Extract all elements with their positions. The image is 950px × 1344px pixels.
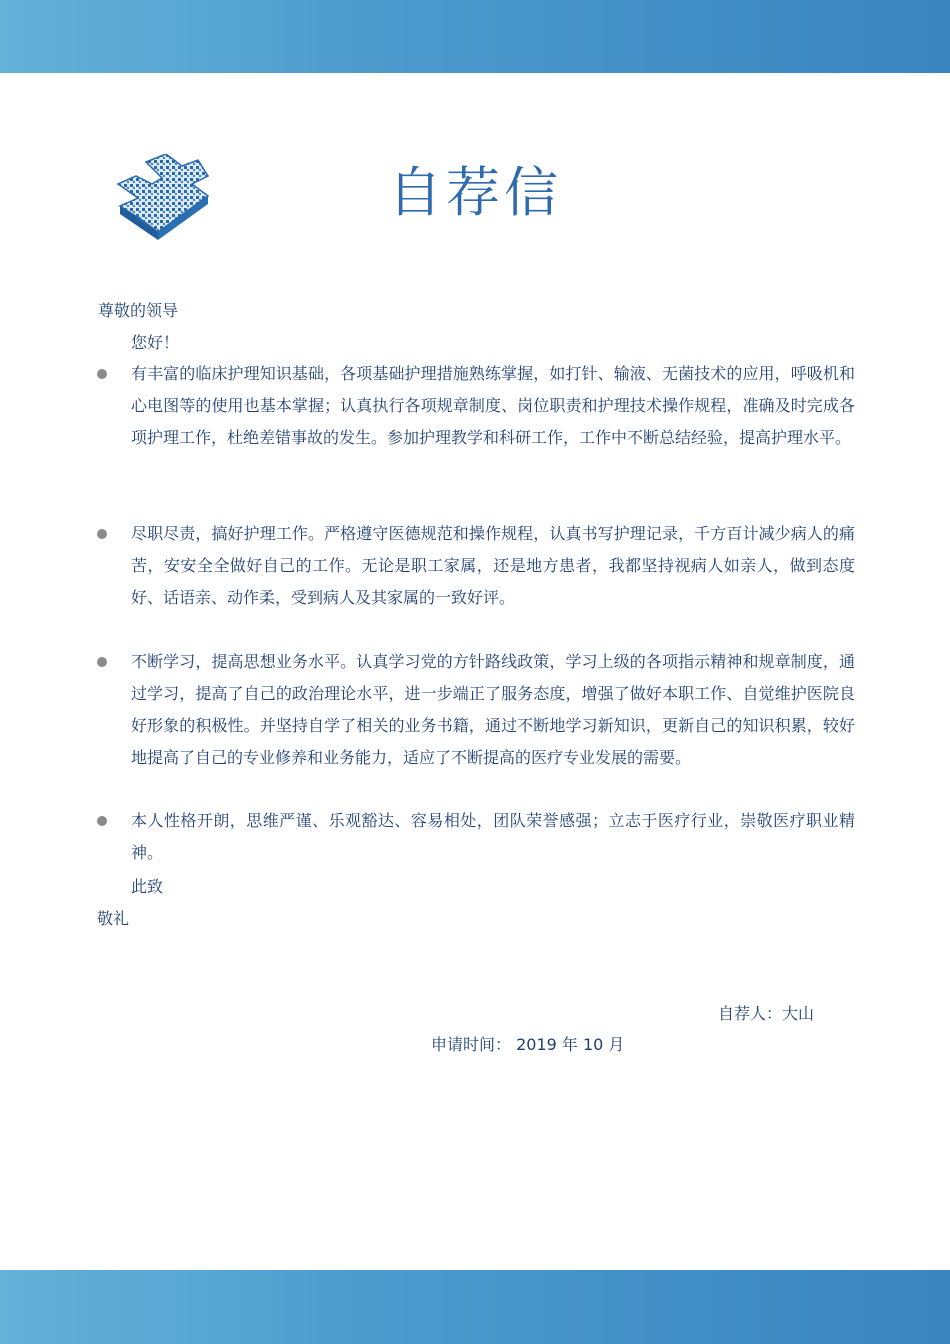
bullet-dot [97, 529, 107, 539]
application-date: 申请时间： 2019 年 10 月 [431, 1035, 625, 1054]
bullet-dot [97, 816, 107, 826]
page-title: 自荐信 [388, 161, 562, 224]
paragraph-3: 不断学习，提高思想业务水平。认真学习党的方针路线政策，学习上级的各项指示精神和规章制度，通过学习，提高了自己的政治理论水平，进一步端正了服务态度，增强了做好本职工作、自觉维护医院良好形象的积极性。并坚持自学了相关的业务书籍，通过不断地学习新知识，更新自己的知识积累，较好地提高了自己的专业修养和业务能力，适应了不断提高的医疗专业发展的需要。 [131, 652, 855, 767]
paragraph-4: 本人性格开朗，思维严谨、乐观豁达、容易相处，团队荣誉感强；立志于医疗行业，崇敬医疗职业精神。 [131, 811, 855, 862]
closing-line: 此致 [131, 877, 164, 896]
greeting: 您好！ [131, 333, 180, 352]
salutation: 尊敬的领导 [98, 301, 179, 320]
bottom-banner [0, 1270, 950, 1344]
closing-salute: 敬礼 [97, 909, 130, 928]
bullet-dot [97, 369, 107, 379]
top-banner [0, 0, 950, 73]
signer-name: 自荐人：大山 [718, 1004, 815, 1023]
paragraph-2: 尽职尽责，搞好护理工作。严格遵守医德规范和操作规程，认真书写护理记录，千方百计减少病人的痛苦，安安全全做好自己的工作。无论是职工家属，还是地方患者，我都坚持视病人如亲人，做到态度好、话语亲、动作柔，受到病人及其家属的一致好评。 [131, 524, 855, 607]
bullet-dot [97, 657, 107, 667]
paragraph-1: 有丰富的临床护理知识基础，各项基础护理措施熟练掌握，如打针、输液、无菌技术的应用，呼吸机和心电图等的使用也基本掌握；认真执行各项规章制度、岗位职责和护理技术操作规程，准确及时完成各项护理工作，杜绝差错事故的发生。参加护理教学和科研工作，工作中不断总结经验，提高护理水平。 [131, 364, 855, 447]
